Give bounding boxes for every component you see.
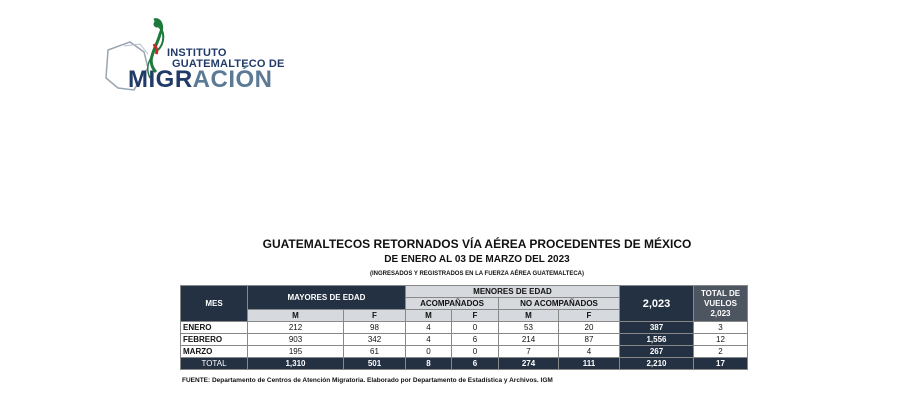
total-no-f: 111 xyxy=(559,358,620,370)
cell-total: 267 xyxy=(620,346,694,358)
row-mes: FEBRERO xyxy=(181,334,248,346)
header-mes: MES xyxy=(181,286,248,322)
row-mes: ENERO xyxy=(181,322,248,334)
total-total: 2,210 xyxy=(620,358,694,370)
logo-line-3 xyxy=(128,66,273,94)
total-ac-f: 6 xyxy=(452,358,499,370)
logo-line-2: GUATEMALTECO DE xyxy=(172,58,285,70)
cell-may-f: 61 xyxy=(344,346,406,358)
header-vuelos: TOTAL DE VUELOS 2,023 xyxy=(694,286,748,322)
cell-vuelos: 2 xyxy=(694,346,748,358)
document-title: GUATEMALTECOS RETORNADOS VÍA AÉREA PROCEDENTES DE MÉXICO xyxy=(262,237,692,251)
cell-ac-f: 0 xyxy=(452,322,499,334)
header-may-m: M xyxy=(248,310,344,322)
cell-ac-f: 6 xyxy=(452,334,499,346)
header-may-f: F xyxy=(344,310,406,322)
cell-no-f: 20 xyxy=(559,322,620,334)
returnees-table xyxy=(180,285,748,370)
cell-ac-m: 4 xyxy=(406,334,452,346)
row-mes: MARZO xyxy=(181,346,248,358)
table-row xyxy=(181,322,748,334)
document-subtitle: DE ENERO AL 03 DE MARZO DEL 2023 xyxy=(384,254,570,265)
cell-vuelos: 3 xyxy=(694,322,748,334)
cell-ac-m: 0 xyxy=(406,346,452,358)
totals-row xyxy=(181,358,748,370)
total-may-f: 501 xyxy=(344,358,406,370)
cell-no-f: 87 xyxy=(559,334,620,346)
total-no-m: 274 xyxy=(499,358,559,370)
total-may-m: 1,310 xyxy=(248,358,344,370)
cell-no-m: 53 xyxy=(499,322,559,334)
cell-no-m: 214 xyxy=(499,334,559,346)
header-ac-f: F xyxy=(452,310,499,322)
header-no-f: F xyxy=(559,310,620,322)
header-acompanados: ACOMPAÑADOS xyxy=(406,298,499,310)
header-ac-m: M xyxy=(406,310,452,322)
document-note: (INGRESADOS Y REGISTRADOS EN LA FUERZA AÉREA GUATEMALTECA) xyxy=(369,271,584,277)
cell-may-m: 195 xyxy=(248,346,344,358)
cell-ac-f: 0 xyxy=(452,346,499,358)
logo-migr: MIGR xyxy=(128,66,193,93)
cell-may-f: 342 xyxy=(344,334,406,346)
total-label: TOTAL xyxy=(181,358,248,370)
cell-total: 1,556 xyxy=(620,334,694,346)
logo-acion: ACIÓN xyxy=(192,66,273,93)
header-year: 2,023 xyxy=(620,286,694,322)
cell-may-m: 212 xyxy=(248,322,344,334)
cell-no-f: 4 xyxy=(559,346,620,358)
cell-total: 387 xyxy=(620,322,694,334)
cell-ac-m: 4 xyxy=(406,322,452,334)
table-row xyxy=(181,346,748,358)
logo-line-1: INSTITUTO xyxy=(167,47,227,59)
cell-may-m: 903 xyxy=(248,334,344,346)
cell-no-m: 7 xyxy=(499,346,559,358)
total-vuelos: 17 xyxy=(694,358,748,370)
table-row xyxy=(181,334,748,346)
header-no-m: M xyxy=(499,310,559,322)
header-menores: MENORES DE EDAD xyxy=(406,286,620,298)
header-no-acompanados: NO ACOMPAÑADOS xyxy=(499,298,620,310)
header-mayores: MAYORES DE EDAD xyxy=(248,286,406,310)
cell-may-f: 98 xyxy=(344,322,406,334)
source-note: FUENTE: Departamento de Centros de Atención Migratoria. Elaborado por Departamento de Estadística y Archivos. IGM xyxy=(182,377,553,384)
total-ac-m: 8 xyxy=(406,358,452,370)
cell-vuelos: 12 xyxy=(694,334,748,346)
